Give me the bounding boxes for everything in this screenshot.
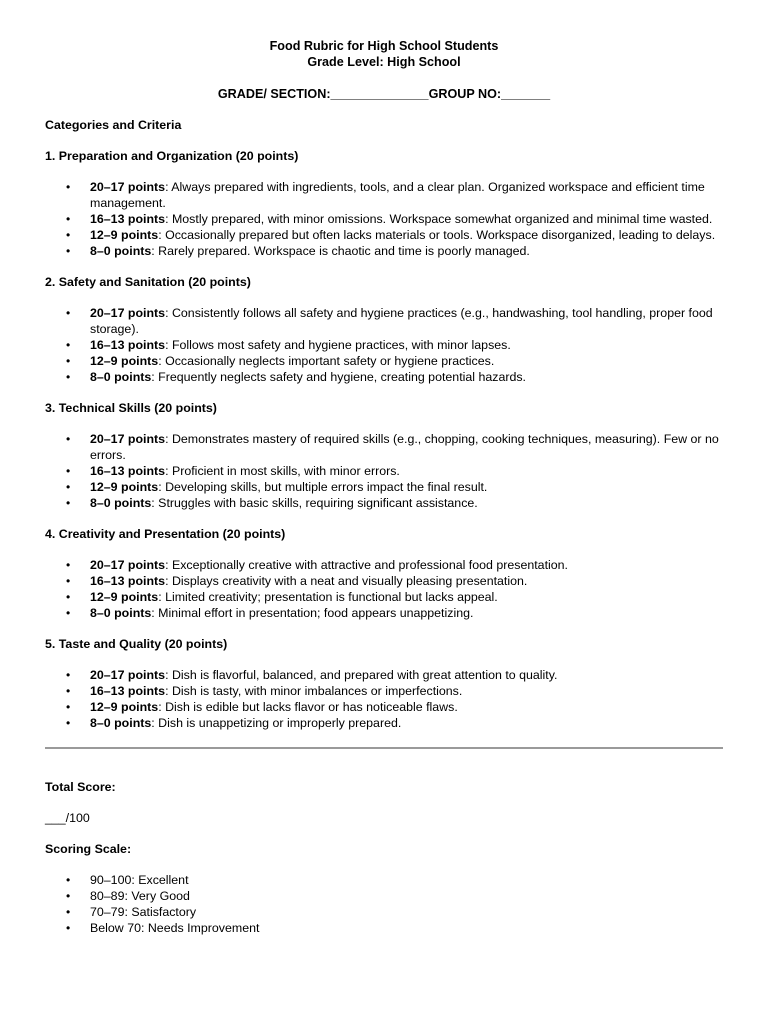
points-range: 8–0 points [90,606,152,620]
criteria-text: : Occasionally neglects important safety or hygiene practices. [158,354,495,368]
categories-heading: Categories and Criteria [45,118,182,132]
points-range: 12–9 points [90,590,159,604]
criteria-text: : Displays creativity with a neat and visually pleasing presentation. [165,574,528,588]
scoring-scale-label: Scoring Scale: [45,842,132,856]
criteria-list [45,557,723,621]
points-range: 12–9 points [90,228,159,242]
criteria-text: : Mostly prepared, with minor omissions. Workspace somewhat organized and minimal time wasted. [165,212,713,226]
list-item [90,227,723,243]
points-range: 8–0 points [90,496,152,510]
criteria-text: : Occasionally prepared but often lacks materials or tools. Workspace disorganized, leading to delays. [158,228,716,242]
section-heading: 2. Safety and Sanitation (20 points) [45,275,251,289]
list-item: • 90–100: Excellent [90,872,723,888]
section-heading: 3. Technical Skills (20 points) [45,401,217,415]
list-item [90,243,723,259]
grade-level: Grade Level: High School [307,55,461,69]
criteria-text: : Follows most safety and hygiene practices, with minor lapses. [165,338,511,352]
criteria-text: : Dish is edible but lacks flavor or has noticeable flaws. [158,700,458,714]
list-item [90,699,723,715]
criteria-text: : Consistently follows all safety and hygiene practices (e.g., handwashing, tool handling, proper food storage). [90,306,713,336]
criteria-text: : Demonstrates mastery of required skills (e.g., chopping, cooking techniques, measuring). Few or no errors. [90,432,719,462]
points-range: 20–17 points [90,306,166,320]
points-range: 16–13 points [90,212,166,226]
horizontal-divider [45,747,723,749]
criteria-text: : Dish is tasty, with minor imbalances or imperfections. [165,684,463,698]
criteria-list [45,305,723,385]
points-range: 16–13 points [90,574,166,588]
list-item [90,353,723,369]
criteria-text: : Limited creativity; presentation is functional but lacks appeal. [158,590,498,604]
criteria-text: : Exceptionally creative with attractive and professional food presentation. [165,558,568,572]
grade-section-line: GRADE/ SECTION:______________GROUP NO:_______ [217,87,551,101]
list-item [90,179,723,211]
list-item [90,369,723,385]
list-item [90,683,723,699]
points-range: 12–9 points [90,700,159,714]
list-item [90,495,723,511]
points-range: 20–17 points [90,558,166,572]
points-range: 8–0 points [90,244,152,258]
list-item [90,337,723,353]
list-item: • Below 70: Needs Improvement [90,920,723,936]
list-item [90,573,723,589]
points-range: 12–9 points [90,354,159,368]
list-item [90,479,723,495]
criteria-text: : Rarely prepared. Workspace is chaotic and time is poorly managed. [151,244,530,258]
list-item [90,431,723,463]
criteria-text: : Minimal effort in presentation; food appears unappetizing. [151,606,474,620]
points-range: 16–13 points [90,338,166,352]
criteria-text: : Developing skills, but multiple errors impact the final result. [158,480,488,494]
criteria-list [45,431,723,511]
points-range: 8–0 points [90,370,152,384]
points-range: 8–0 points [90,716,152,730]
criteria-text: : Dish is flavorful, balanced, and prepared with great attention to quality. [165,668,558,682]
list-item [90,715,723,731]
criteria-text: : Struggles with basic skills, requiring significant assistance. [151,496,478,510]
document-title: Food Rubric for High School Students [269,39,499,53]
list-item [90,463,723,479]
criteria-list [45,179,723,259]
list-item [90,557,723,573]
section-heading: 4. Creativity and Presentation (20 points) [45,527,286,541]
list-item [90,589,723,605]
points-range: 12–9 points [90,480,159,494]
criteria-text: : Dish is unappetizing or improperly prepared. [151,716,402,730]
points-range: 16–13 points [90,464,166,478]
points-range: 20–17 points [90,180,166,194]
criteria-text: : Frequently neglects safety and hygiene, creating potential hazards. [151,370,526,384]
section-heading: 1. Preparation and Organization (20 points) [45,149,299,163]
points-range: 20–17 points [90,668,166,682]
list-item: • 70–79: Satisfactory [90,904,723,920]
criteria-list [45,667,723,731]
total-score-value: ___/100 [45,811,90,825]
criteria-text: : Proficient in most skills, with minor errors. [165,464,400,478]
section-heading: 5. Taste and Quality (20 points) [45,637,228,651]
criteria-text: : Always prepared with ingredients, tools, and a clear plan. Organized workspace and efficient time management. [90,180,705,210]
list-item: • 80–89: Very Good [90,888,723,904]
scoring-list [45,872,723,936]
list-item [90,605,723,621]
points-range: 20–17 points [90,432,166,446]
list-item [90,211,723,227]
list-item [90,667,723,683]
total-score-label: Total Score: [45,780,116,794]
list-item [90,305,723,337]
points-range: 16–13 points [90,684,166,698]
